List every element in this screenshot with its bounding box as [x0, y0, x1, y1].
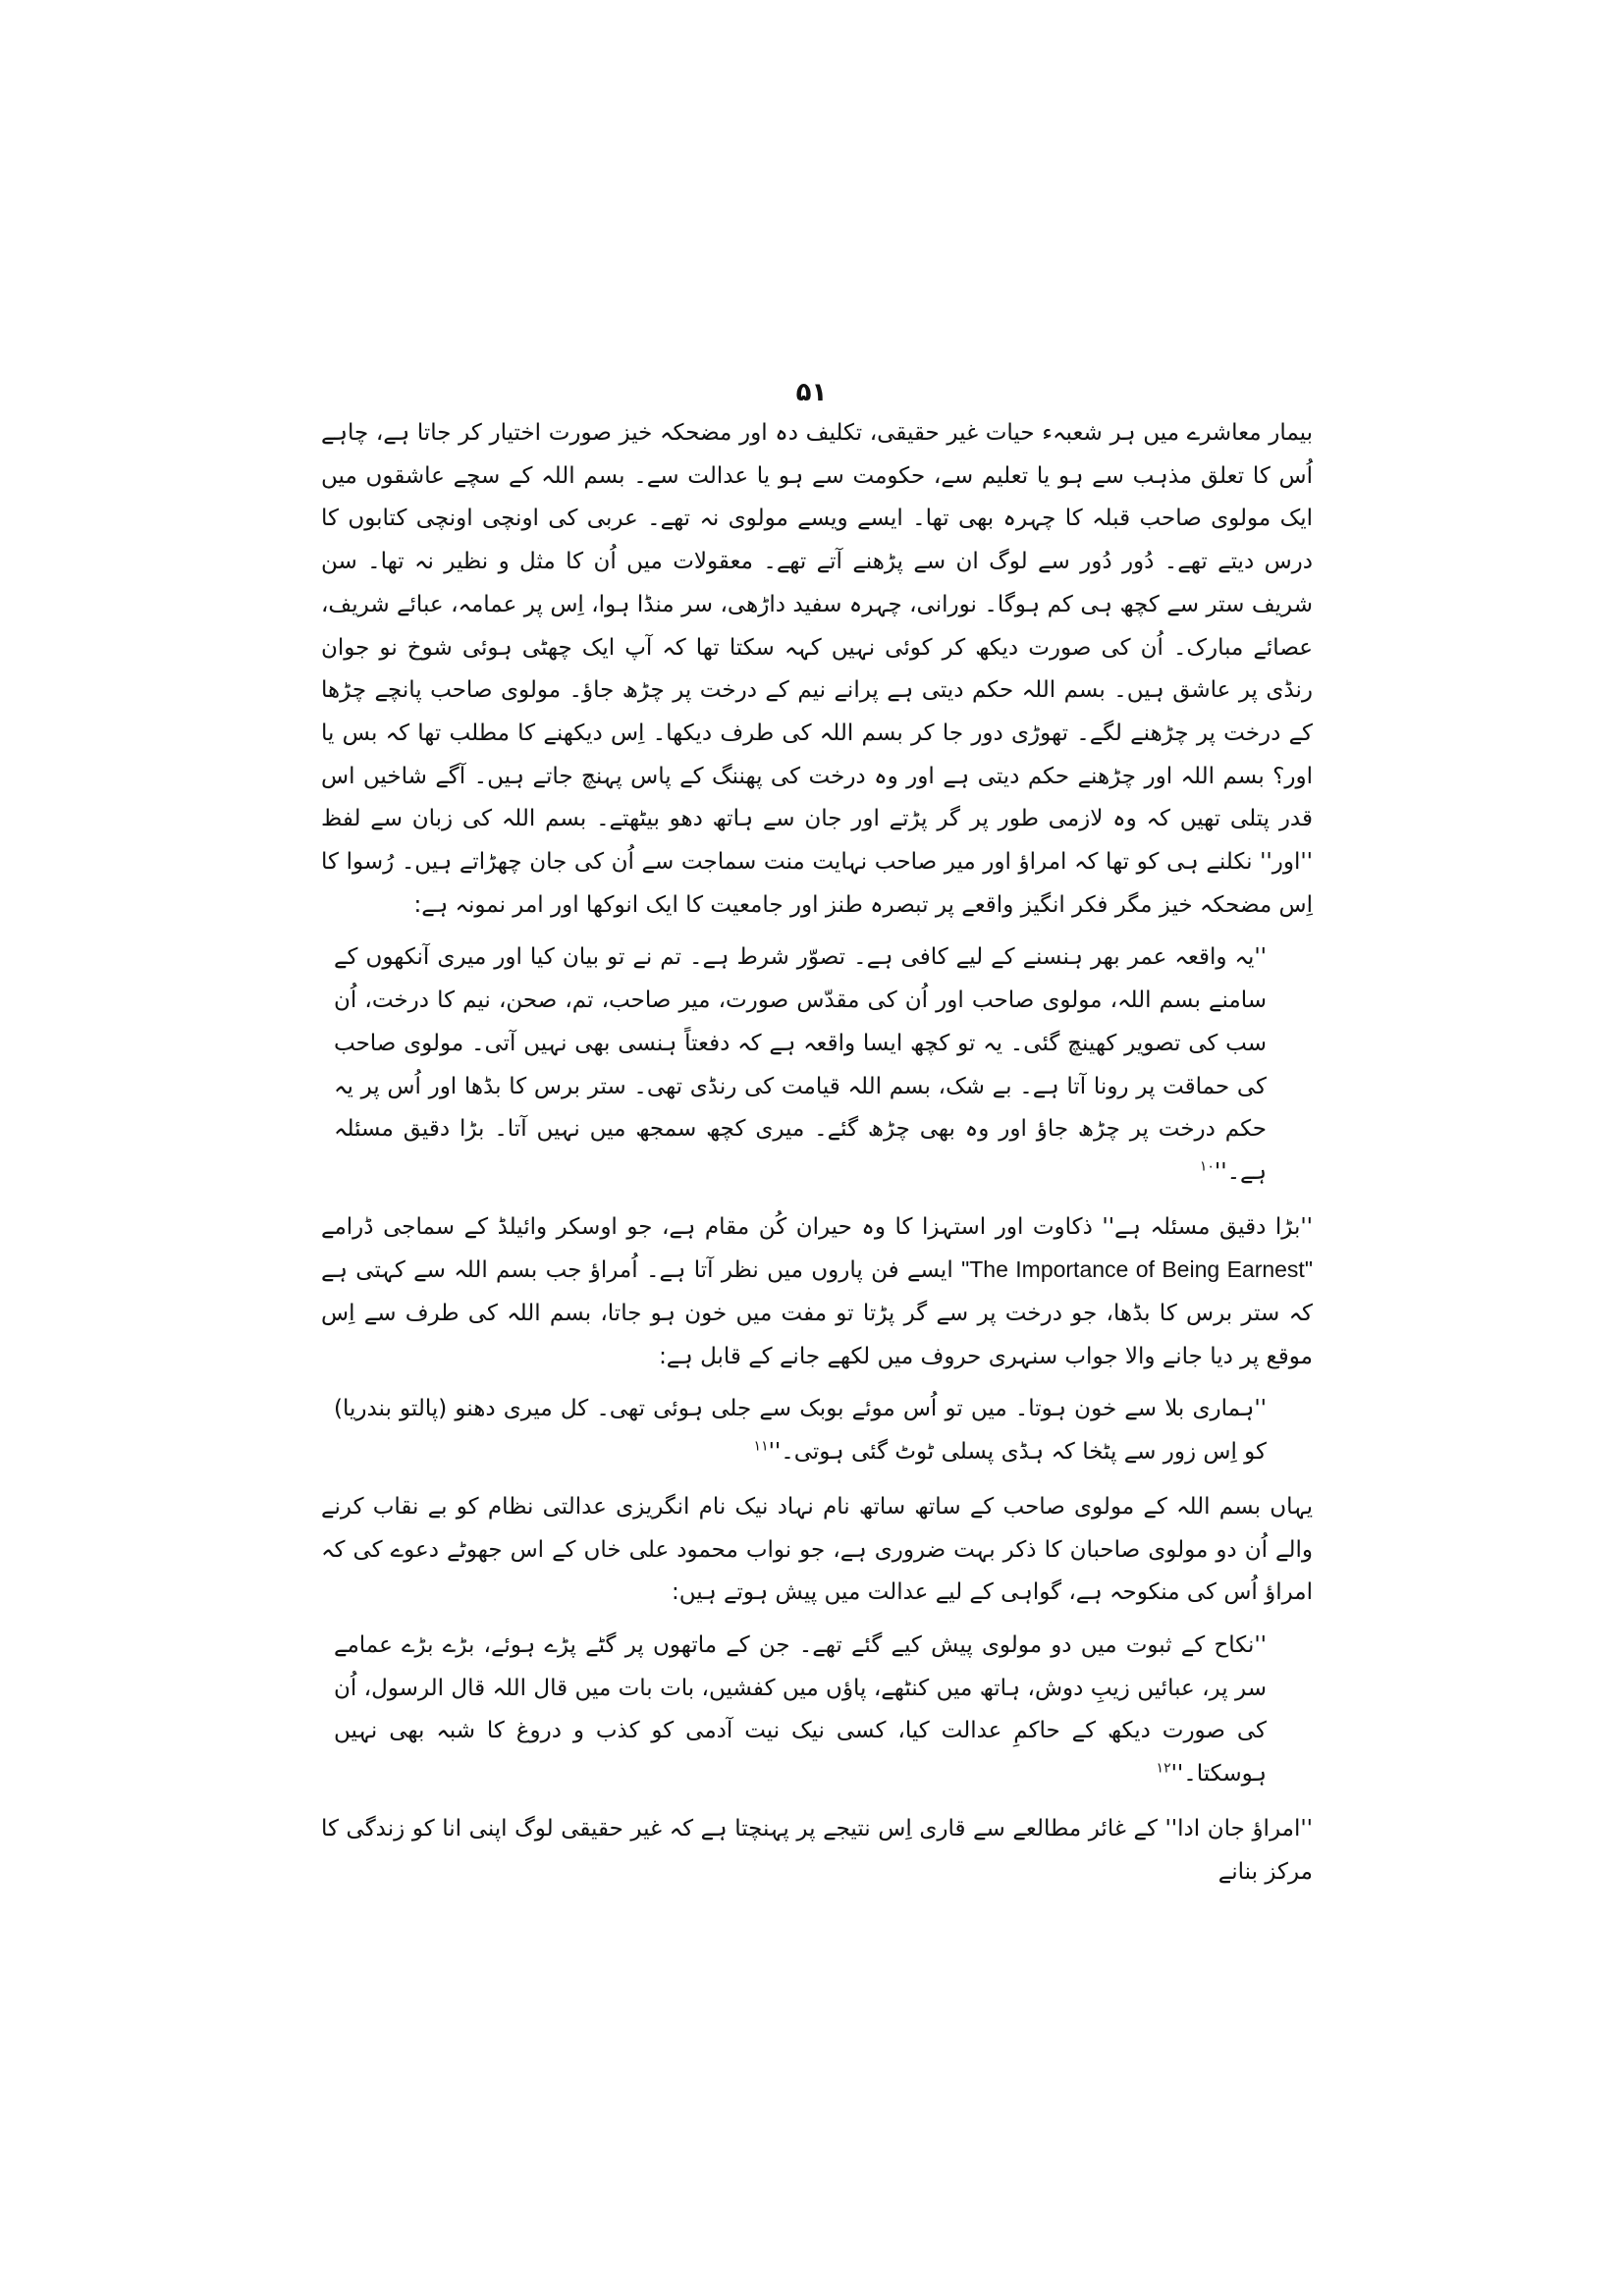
page-body [0, 412, 1623, 1894]
paragraph-1-text: بیمار معاشرے میں ہر شعبہء حیات غیر حقیقی، تکلیف دہ اور مضحکہ خیز صورت اختیار کر جاتا ہے، چاہے اُس کا تعلق مذہب سے ہو یا تعلیم سے، حکومت سے ہو یا عدالت سے۔ بسم اللہ کے سچے عاشقوں میں ایک مولوی صاحب قبلہ کا چہرہ بھی تھا۔ ایسے ویسے مولوی نہ تھے۔ عربی کی اونچی اونچی کتابوں کا درس دیتے تھے۔ دُور دُور سے لوگ ان سے پڑھنے آتے تھے۔ معقولات میں اُن کا مثل و نظیر نہ تھا۔ سن شریف ستر سے کچھ ہی کم ہوگا۔ نورانی، چہرہ سفید داڑھی، سر منڈا ہوا، اِس پر عمامہ، عبائے شریف، عصائے مبارک۔ اُن کی صورت دیکھ کر کوئی نہیں کہہ سکتا تھا کہ آپ ایک چھٹی ہوئی شوخ نو جوان رنڈی پر عاشق ہیں۔ بسم اللہ حکم دیتی ہے پرانے نیم کے درخت پر چڑھ جاؤ۔ مولوی صاحب پانچے چڑھا کے درخت پر چڑھنے لگے۔ تھوڑی دور جا کر بسم اللہ کی طرف دیکھا۔ اِس دیکھنے کا مطلب تھا کہ بس یا اور؟ بسم اللہ اور چڑھنے حکم دیتی ہے اور وہ درخت کی پھننگ کے پاس پہنچ جاتے ہیں۔ آگے شاخیں اس قدر پتلی تھیں کہ وہ لازمی طور پر گر پڑتے اور جان سے ہاتھ دھو بیٹھتے۔ بسم اللہ کی زبان سے لفظ ''اور'' نکلنے ہی کو تھا کہ امراؤ اور میر صاحب نہایت منت سماجت سے اُن کی جان چھڑاتے ہیں۔ رُسوا کا اِس مضحکہ خیز مگر فکر انگیز واقعے پر تبصرہ طنز اور جامعیت کا ایک انوکھا اور امر نمونہ ہے: [321, 420, 1313, 918]
block-quote-2-text: ''ہماری بلا سے خون ہوتا۔ میں تو اُس موئے بوبک سے جلی ہوئی تھی۔ کل میری دھنو (پالتو بندریا) کو اِس زور سے پٹخا کہ ہڈی پسلی ٹوٹ گئی ہوتی۔'' [334, 1396, 1267, 1466]
block-quote-3 [334, 1625, 1267, 1796]
play-title-english: "The Importance of Being Earnest" [961, 1256, 1313, 1283]
paragraph-3 [321, 1486, 1313, 1615]
paragraph-2 [321, 1206, 1313, 1379]
footnote-ref-12: ۱۲ [1156, 1760, 1171, 1777]
paragraph-4 [321, 1808, 1313, 1894]
paragraph-2-text-b: ایسے فن پاروں میں نظر آتا ہے۔ اُمراؤ جب بسم اللہ سے کہتی ہے کہ ستر برس کا بڈھا، جو درخت پر سے گر پڑتا تو مفت میں خون ہو جاتا، بسم اللہ کی طرف سے اِس موقع پر دیا جانے والا جواب سنہری حروف میں لکھے جانے کے قابل ہے: [321, 1257, 1313, 1369]
footnote-ref-11: ۱۱ [753, 1438, 769, 1455]
block-quote-1 [334, 936, 1267, 1194]
page-number: ۵۱ [795, 378, 828, 407]
block-quote-3-text: ''نکاح کے ثبوت میں دو مولوی پیش کیے گئے تھے۔ جن کے ماتھوں پر گٹے پڑے ہوئے، بڑے بڑے عمامے سر پر، عبائیں زیبِ دوش، ہاتھ میں کنٹھے، پاؤں میں کفشیں، بات بات میں قال اللہ قال الرسول، اُن کی صورت دیکھ کے حاکمِ عدالت کیا، کسی نیک نیت آدمی کو کذب و دروغ کا شبہ بھی نہیں ہوسکتا۔'' [334, 1631, 1267, 1788]
block-quote-1-text: ''یہ واقعہ عمر بھر ہنسنے کے لیے کافی ہے۔ تصوّر شرط ہے۔ تم نے تو بیان کیا اور میری آنکھوں کے سامنے بسم اللہ، مولوی صاحب اور اُن کی مقدّس صورت، میر صاحب، تم، صحن، نیم کا درخت، اُن سب کی تصویر کھینچ گئی۔ یہ تو کچھ ایسا واقعہ ہے کہ دفعتاً ہنسی بھی نہیں آتی۔ مولوی صاحب کی حماقت پر رونا آتا ہے۔ بے شک، بسم اللہ قیامت کی رنڈی تھی۔ ستر برس کا بڈھا اور اُس پر یہ حکم درخت پر چڑھ جاؤ اور وہ بھی چڑھ گئے۔ میری کچھ سمجھ میں نہیں آتا۔ بڑا دقیق مسئلہ ہے۔'' [334, 944, 1267, 1185]
paragraph-1 [321, 412, 1313, 927]
paragraph-3-text: یہاں بسم اللہ کے مولوی صاحب کے ساتھ ساتھ نام نہاد نیک نام انگریزی عدالتی نظام کو بے نقاب کرنے والے اُن دو مولوی صاحبان کا ذکر بہت ضروری ہے، جو نواب محمود علی خاں کے اس جھوٹے دعوے کی کہ امراؤ اُس کی منکوحہ ہے، گواہی کے لیے عدالت میں پیش ہوتے ہیں: [321, 1493, 1313, 1606]
paragraph-4-text: ''امراؤ جان ادا'' کے غائر مطالعے سے قاری اِس نتیجے پر پہنچتا ہے کہ غیر حقیقی لوگ اپنی انا کو زندگی کا مرکز بنانے [321, 1815, 1313, 1885]
footnote-ref-10: ۱۰ [1199, 1158, 1215, 1175]
paragraph-2-text-a: ''بڑا دقیق مسئلہ ہے'' ذکاوت اور استہزا کا وہ حیران کُن مقام ہے، جو اوسکر وائیلڈ کے سماجی ڈرامے [321, 1213, 1313, 1240]
block-quote-2 [334, 1388, 1267, 1473]
